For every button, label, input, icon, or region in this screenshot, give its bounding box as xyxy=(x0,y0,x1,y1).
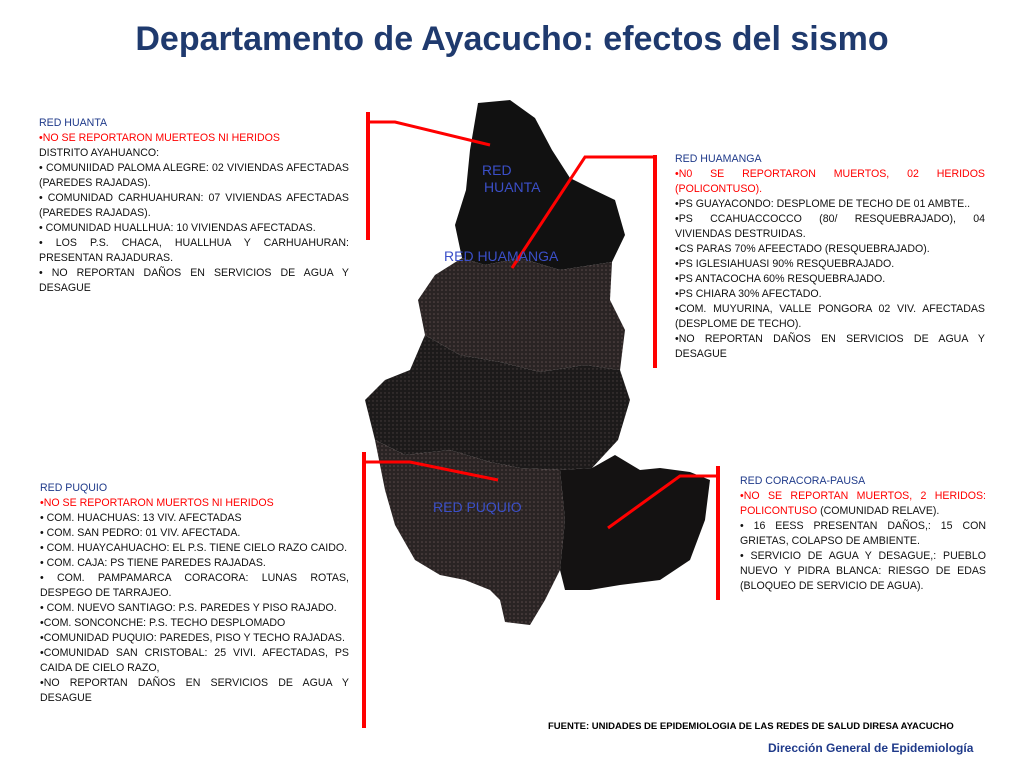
callout-huanta-link xyxy=(368,122,490,145)
map-label-huanta-line2: HUANTA xyxy=(484,179,541,195)
list-item: • COMUNIDAD HUALLHUA: 10 VIVIENDAS AFECTADAS. xyxy=(39,222,316,234)
huamanga-alert: •N0 SE REPORTARON MUERTOS, 02 HERIDOS (POLICONTUSO). xyxy=(675,168,985,195)
list-item: •PS CHIARA 30% AFECTADO. xyxy=(675,288,822,300)
list-item: • 16 EESS PRESENTAN DAÑOS,: 15 CON GRIETAS, COLAPSO DE AMBIENTE. xyxy=(740,520,986,547)
coracora-alert-suffix: (COMUNIDAD RELAVE). xyxy=(817,505,940,517)
list-item: • COMUNIDAD CARHUAHURAN: 07 VIVIENDAS AFECTADAS (PAREDES RAJADAS). xyxy=(39,192,349,219)
huanta-report xyxy=(39,116,349,296)
page-title: Departamento de Ayacucho: efectos del sismo xyxy=(135,20,889,58)
map-label-puquio: RED PUQUIO xyxy=(433,499,522,515)
map-label-huanta xyxy=(482,162,541,196)
huanta-alert: •NO SE REPORTARON MUERTEOS NI HERIDOS xyxy=(39,132,280,144)
source-note: FUENTE: UNIDADES DE EPIDEMIOLOGIA DE LAS REDES DE SALUD DIRESA AYACUCHO xyxy=(548,721,954,732)
list-item: • COM. CAJA: PS TIENE PAREDES RAJADAS. xyxy=(40,557,266,569)
footer-credit: Dirección General de Epidemiología xyxy=(768,741,974,755)
list-item: •PS CCAHUACCOCCO (80/ RESQUEBRAJADO), 04 VIVIENDAS DESTRUIDAS. xyxy=(675,213,985,240)
list-item: •NO REPORTAN DAÑOS EN SERVICIOS DE AGUA Y DESAGUE xyxy=(40,677,349,704)
list-item: • SERVICIO DE AGUA Y DESAGUE,: PUEBLO NUEVO Y PIDRA BLANCA: RIESGO DE EDAS (BLOQUEO DE SERVICIO DE AGUA). xyxy=(740,550,986,592)
list-item: •COMUNIDAD SAN CRISTOBAL: 25 VIVI. AFECTADAS, PS CAIDA DE CIELO RAZO, xyxy=(40,647,349,674)
list-item: • COM. PAMPAMARCA CORACORA: LUNAS ROTAS, DESPEGO DE TARRAJEO. xyxy=(40,572,349,599)
coracora-alert: •NO SE REPORTAN MUERTOS, 2 HERIDOS: POLICONTUSO xyxy=(740,490,986,517)
map-label-huamanga: RED HUAMANGA xyxy=(444,248,559,264)
list-item: •PS ANTACOCHA 60% RESQUEBRAJADO. xyxy=(675,273,886,285)
huamanga-report xyxy=(675,152,985,362)
coracora-alert-line xyxy=(740,489,986,519)
list-item: DISTRITO AYAHUANCO: xyxy=(39,147,160,159)
puquio-report xyxy=(40,481,349,706)
list-item: • COM. HUACHUAS: 13 VIV. AFECTADAS xyxy=(40,512,242,524)
map-label-huanta-line1: RED xyxy=(482,162,512,178)
list-item: •PS IGLESIAHUASI 90% RESQUEBRAJADO. xyxy=(675,258,895,270)
coracora-header: RED CORACORA-PAUSA xyxy=(740,475,866,487)
list-item: • COM. HUAYCAHUACHO: EL P.S. TIENE CIELO RAZO CAIDO. xyxy=(40,542,348,554)
list-item: •PS GUAYACONDO: DESPLOME DE TECHO DE 01 AMBTE.. xyxy=(675,198,971,210)
puquio-header: RED PUQUIO xyxy=(40,482,108,494)
huamanga-header: RED HUAMANGA xyxy=(675,153,762,165)
list-item: • COMUNIIDAD PALOMA ALEGRE: 02 VIVIENDAS AFECTADAS (PAREDES RAJADAS). xyxy=(39,162,349,189)
list-item: •COM. MUYURINA, VALLE PONGORA 02 VIV. AFECTADAS (DESPLOME DE TECHO). xyxy=(675,303,985,330)
list-item: • COM. SAN PEDRO: 01 VIV. AFECTADA. xyxy=(40,527,241,539)
puquio-alert: •NO SE REPORTARON MUERTOS NI HERIDOS xyxy=(40,497,274,509)
list-item: • COM. NUEVO SANTIAGO: P.S. PAREDES Y PISO RAJADO. xyxy=(40,602,337,614)
list-item: •CS PARAS 70% AFEECTADO (RESQUEBRAJADO). xyxy=(675,243,930,255)
list-item: •COMUNIDAD PUQUIO: PAREDES, PISO Y TECHO RAJADAS. xyxy=(40,632,345,644)
list-item: • NO REPORTAN DAÑOS EN SERVICIOS DE AGUA Y DESAGUE xyxy=(39,267,349,294)
list-item: •COM. SONCONCHE: P.S. TECHO DESPLOMADO xyxy=(40,617,286,629)
list-item: •NO REPORTAN DAÑOS EN SERVICIOS DE AGUA Y DESAGUE xyxy=(675,333,985,360)
list-item: • LOS P.S. CHACA, HUALLHUA Y CARHUAHURAN: PRESENTAN RAJADURAS. xyxy=(39,237,349,264)
coracora-report xyxy=(740,474,986,594)
huanta-header: RED HUANTA xyxy=(39,117,108,129)
